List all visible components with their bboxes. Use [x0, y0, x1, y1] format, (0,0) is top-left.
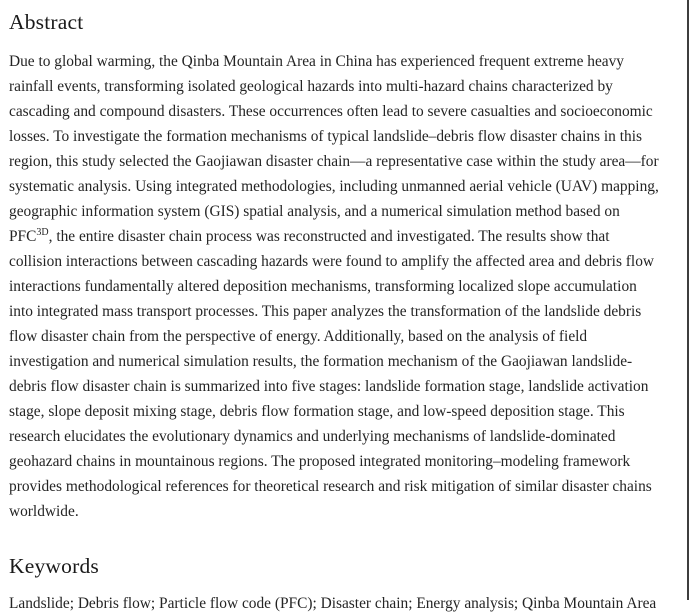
keywords-section [9, 552, 661, 616]
abstract-text-before-superscript: Due to global warming, the Qinba Mountain Area in China has experienced frequent extreme heavy rainfall events, transforming isolated geological hazards into multi-hazard chains characterized by cascading and compound disasters. These occurrences often lead to severe casualties and socioeconomic losses. To investigate the formation mechanisms of typical landslide–debris flow disaster chains in this region, this study selected the Gaojiawan disaster chain—a representative case within the study area—for systematic analysis. Using integrated methodologies, including unmanned aerial vehicle (UAV) mapping, geographic information system (GIS) spatial analysis, and a numerical simulation method based on PFC [9, 53, 659, 245]
abstract-text-after-superscript: , the entire disaster chain process was reconstructed and investigated. The results show that collision interactions between cascading hazards were found to amplify the affected area and debris flow interactions fundamentally altered deposition mechanisms, transforming localized slope accumulation into integrated mass transport processes. This paper analyzes the transformation of the landslide debris flow disaster chain from the perspective of energy. Additionally, based on the analysis of field investigation and numerical simulation results, the formation mechanism of the Gaojiawan landslide-debris flow disaster chain is summarized into five stages: landslide formation stage, landslide activation stage, slope deposit mixing stage, debris flow formation stage, and low-speed deposition stage. This research elucidates the evolutionary dynamics and underlying mechanisms of landslide-dominated geohazard chains in mountainous regions. The proposed integrated monitoring–modeling framework provides methodological references for theoretical research and risk mitigation of similar disaster chains worldwide. [9, 228, 655, 520]
abstract-section [9, 8, 661, 524]
abstract-heading: Abstract [9, 10, 84, 34]
keywords-list: Landslide; Debris flow; Particle flow code (PFC); Disaster chain; Energy analysis; Qinba Mountain Area [9, 595, 657, 612]
page-right-divider [687, 0, 689, 600]
abstract-body [9, 49, 661, 524]
keywords-heading: Keywords [9, 554, 99, 578]
pfc-superscript: 3D [36, 226, 49, 238]
